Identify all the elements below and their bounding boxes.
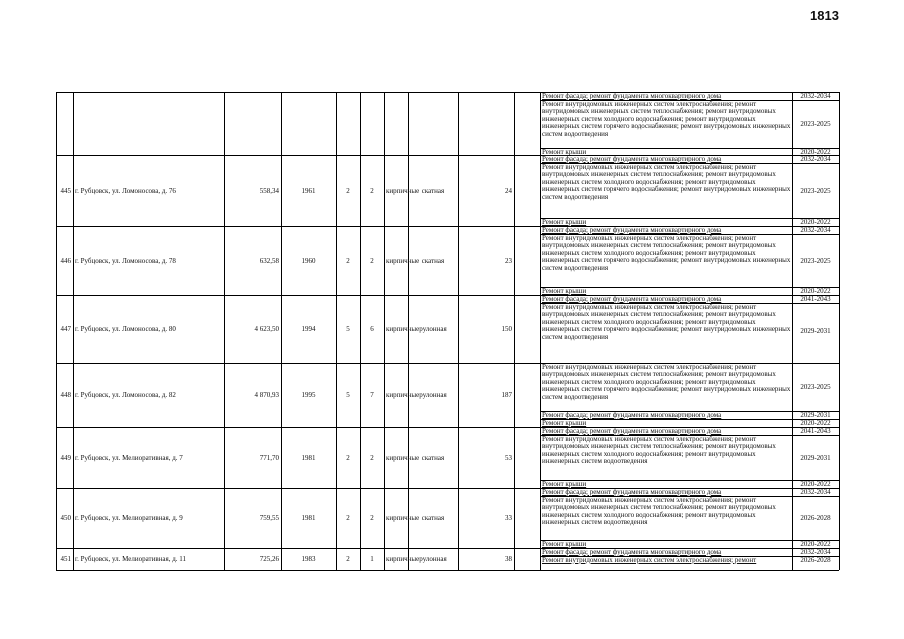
wall-material: кирпичные: [386, 453, 420, 462]
table-column-line: [360, 92, 361, 570]
entrances: [362, 120, 382, 128]
table-column-line: [56, 92, 57, 570]
work-period: 2020-2022: [800, 147, 831, 156]
table-column-line: [384, 92, 385, 570]
apartments: 38: [505, 555, 512, 563]
work-description: Ремонт фасада; ремонт фундамента многоквартирного дома: [542, 154, 722, 163]
apartments: 53: [505, 453, 512, 462]
work-period: 2041-2043: [800, 295, 831, 303]
work-period: 2032-2034: [800, 226, 831, 234]
work-description: Ремонт фасада; ремонт фундамента многоквартирного дома: [542, 426, 722, 435]
row-number: 448: [60, 391, 71, 399]
build-year: [283, 120, 334, 128]
work-description: Ремонт фасада; ремонт фундамента многоквартирного дома: [542, 547, 722, 556]
floors: 2: [346, 186, 350, 195]
entrances: 2: [370, 514, 374, 522]
work-period: 2032-2034: [800, 488, 831, 496]
work-description: Ремонт фасада; ремонт фундамента многоквартирного дома: [542, 225, 722, 234]
roof-type: рулонная: [419, 555, 447, 563]
work-period: 2023-2025: [800, 383, 831, 391]
build-year: 1983: [301, 555, 316, 563]
wall-material: кирпичные: [386, 256, 420, 265]
floors: 2: [346, 453, 350, 462]
entrances: 7: [370, 391, 374, 399]
address: г. Рубцовск, ул. Ломоносова, д. 78: [75, 256, 176, 265]
work-period: 2023-2025: [800, 186, 831, 195]
address: г. Рубцовск, ул. Мелиоративная, д. 7: [75, 453, 183, 462]
wall-material: кирпичные: [386, 391, 420, 399]
work-description: Ремонт крыши: [542, 147, 587, 156]
area: 632,58: [259, 256, 279, 265]
wall-material: кирпичные: [386, 514, 420, 522]
table-column-line: [281, 92, 282, 570]
row-number: 449: [60, 453, 71, 462]
work-period: 2020-2022: [800, 218, 831, 226]
address: г. Рубцовск, ул. Мелиоративная, д. 9: [75, 514, 183, 522]
apartments: 33: [505, 514, 512, 522]
entrances: 2: [370, 453, 374, 462]
area: 759,55: [259, 514, 279, 522]
area: 4 623,50: [254, 325, 279, 333]
work-period: 2023-2025: [800, 256, 831, 265]
row-number: [58, 120, 71, 128]
entrances: 2: [370, 186, 374, 195]
floors: 2: [346, 555, 350, 563]
apartments: 187: [501, 391, 512, 399]
floors: 2: [346, 256, 350, 265]
address: г. Рубцовск, ул. Ломоносова, д. 82: [75, 391, 176, 399]
row-number: 451: [60, 555, 71, 563]
table-column-line: [514, 92, 515, 570]
table-row-separator: [56, 570, 839, 571]
work-period: 2029-2031: [800, 453, 831, 462]
build-year: 1981: [301, 514, 316, 522]
work-description: Ремонт внутридомовых инженерных систем электроснабжения; ремонт внутридомовых инженерных систем теплоснабжения; ремонт внутридомовых инженерных систем холодного водоснабжения; ремонт внутридомовых инженерных систем водоотведения: [542, 495, 776, 526]
roof-type: рулонная: [419, 325, 447, 333]
apartments: 24: [505, 186, 512, 195]
roof-type: рулонная: [419, 391, 447, 399]
work-description: Ремонт внутридомовых инженерных систем электроснабжения; ремонт: [542, 555, 757, 564]
floors: [338, 120, 358, 128]
work-description: Ремонт внутридомовых инженерных систем электроснабжения; ремонт внутридомовых инженерных систем теплоснабжения; ремонт внутридомовых инженерных систем холодного водоснабжения; ремонт внутридомовых инженерных систем горячего водоснабжения; ремонт внутридомовых инженерных систем водоотведения: [542, 302, 791, 341]
area: 558,34: [259, 186, 279, 195]
work-description: Ремонт фасада; ремонт фундамента многоквартирного дома: [542, 410, 722, 419]
work-period: 2029-2031: [800, 327, 831, 335]
work-description: Ремонт внутридомовых инженерных систем электроснабжения; ремонт внутридомовых инженерных систем теплоснабжения; ремонт внутридомовых инженерных систем холодного водоснабжения; ремонт внутридомовых инженерных систем горячего водоснабжения; ремонт внутридомовых инженерных систем водоотведения: [542, 233, 791, 272]
work-description: Ремонт крыши: [542, 286, 587, 295]
work-period: 2020-2022: [800, 287, 831, 295]
wall-material: кирпичные: [386, 186, 420, 195]
apartments: [460, 120, 512, 128]
area: 725,26: [259, 555, 279, 563]
work-description: Ремонт внутридомовых инженерных систем электроснабжения; ремонт внутридомовых инженерных систем теплоснабжения; ремонт внутридомовых инженерных систем холодного водоснабжения; ремонт внутридомовых инженерных систем горячего водоснабжения; ремонт внутридомовых инженерных систем водоотведения: [542, 362, 791, 401]
row-number: 450: [60, 514, 71, 522]
address: г. Рубцовск, ул. Ломоносова, д. 76: [75, 186, 176, 195]
table-column-line: [458, 92, 459, 570]
table-column-line: [224, 92, 225, 570]
address: [75, 120, 222, 128]
work-description: Ремонт фасада; ремонт фундамента многоквартирного дома: [542, 91, 722, 100]
row-number: 445: [60, 186, 71, 195]
repair-program-table: [56, 92, 839, 570]
work-description: Ремонт крыши: [542, 217, 587, 226]
roof-type: скатная: [421, 256, 445, 265]
roof-type: скатная: [421, 514, 445, 522]
roof-type: скатная: [421, 186, 445, 195]
entrances: 2: [370, 256, 374, 265]
work-period: 2020-2022: [800, 480, 831, 488]
work-period: 2023-2025: [800, 120, 831, 128]
address: г. Рубцовск, ул. Ломоносова, д. 80: [75, 325, 176, 333]
wall-material: [386, 120, 406, 128]
work-period: 2020-2022: [800, 540, 831, 548]
area: [226, 120, 279, 128]
area: 4 870,93: [254, 391, 279, 399]
build-year: 1995: [301, 391, 316, 399]
work-description: Ремонт крыши: [542, 539, 587, 548]
page-number: 1813: [810, 8, 839, 23]
apartments: 150: [501, 325, 512, 333]
work-description: Ремонт крыши: [542, 418, 587, 427]
table-column-line: [73, 92, 74, 570]
build-year: 1960: [301, 256, 316, 265]
work-period: 2032-2034: [800, 548, 831, 556]
build-year: 1961: [301, 186, 316, 195]
work-description: Ремонт крыши: [542, 479, 587, 488]
build-year: 1994: [301, 325, 316, 333]
roof-type: [410, 120, 456, 128]
apartments: 23: [505, 256, 512, 265]
area: 771,70: [259, 453, 279, 462]
wall-material: кирпичные: [386, 555, 420, 563]
work-description: Ремонт внутридомовых инженерных систем электроснабжения; ремонт внутридомовых инженерных систем теплоснабжения; ремонт внутридомовых инженерных систем холодного водоснабжения; ремонт внутридомовых инженерных систем водоотведения: [542, 434, 776, 465]
address: г. Рубцовск, ул. Мелиоративная, д. 11: [75, 555, 187, 563]
work-period: 2032-2034: [800, 155, 831, 163]
wall-material: кирпичные: [386, 325, 420, 333]
work-period: 2029-2031: [800, 411, 831, 419]
work-description: Ремонт фасада; ремонт фундамента многоквартирного дома: [542, 487, 722, 496]
work-description: Ремонт фасада; ремонт фундамента многоквартирного дома: [542, 294, 722, 303]
work-description: Ремонт внутридомовых инженерных систем электроснабжения; ремонт внутридомовых инженерных систем теплоснабжения; ремонт внутридомовых инженерных систем холодного водоснабжения; ремонт внутридомовых инженерных систем горячего водоснабжения; ремонт внутридомовых инженерных систем водоотведения: [542, 99, 791, 138]
floors: 5: [346, 325, 350, 333]
table-column-line: [839, 92, 840, 570]
work-description: Ремонт внутридомовых инженерных систем электроснабжения; ремонт внутридомовых инженерных систем теплоснабжения; ремонт внутридомовых инженерных систем холодного водоснабжения; ремонт внутридомовых инженерных систем горячего водоснабжения; ремонт внутридомовых инженерных систем водоотведения: [542, 162, 791, 201]
work-period: 2041-2043: [800, 427, 831, 435]
work-period: 2026-2028: [800, 555, 831, 564]
roof-type: скатная: [421, 453, 445, 462]
work-period: 2020-2022: [800, 419, 831, 427]
floors: 2: [346, 514, 350, 522]
floors: 5: [346, 391, 350, 399]
entrances: 1: [370, 555, 374, 563]
row-number: 446: [60, 256, 71, 265]
table-column-line: [336, 92, 337, 570]
row-number: 447: [60, 325, 71, 333]
entrances: 6: [370, 325, 374, 333]
work-period: 2026-2028: [800, 514, 831, 522]
build-year: 1981: [301, 453, 316, 462]
work-period: 2032-2034: [800, 92, 831, 100]
